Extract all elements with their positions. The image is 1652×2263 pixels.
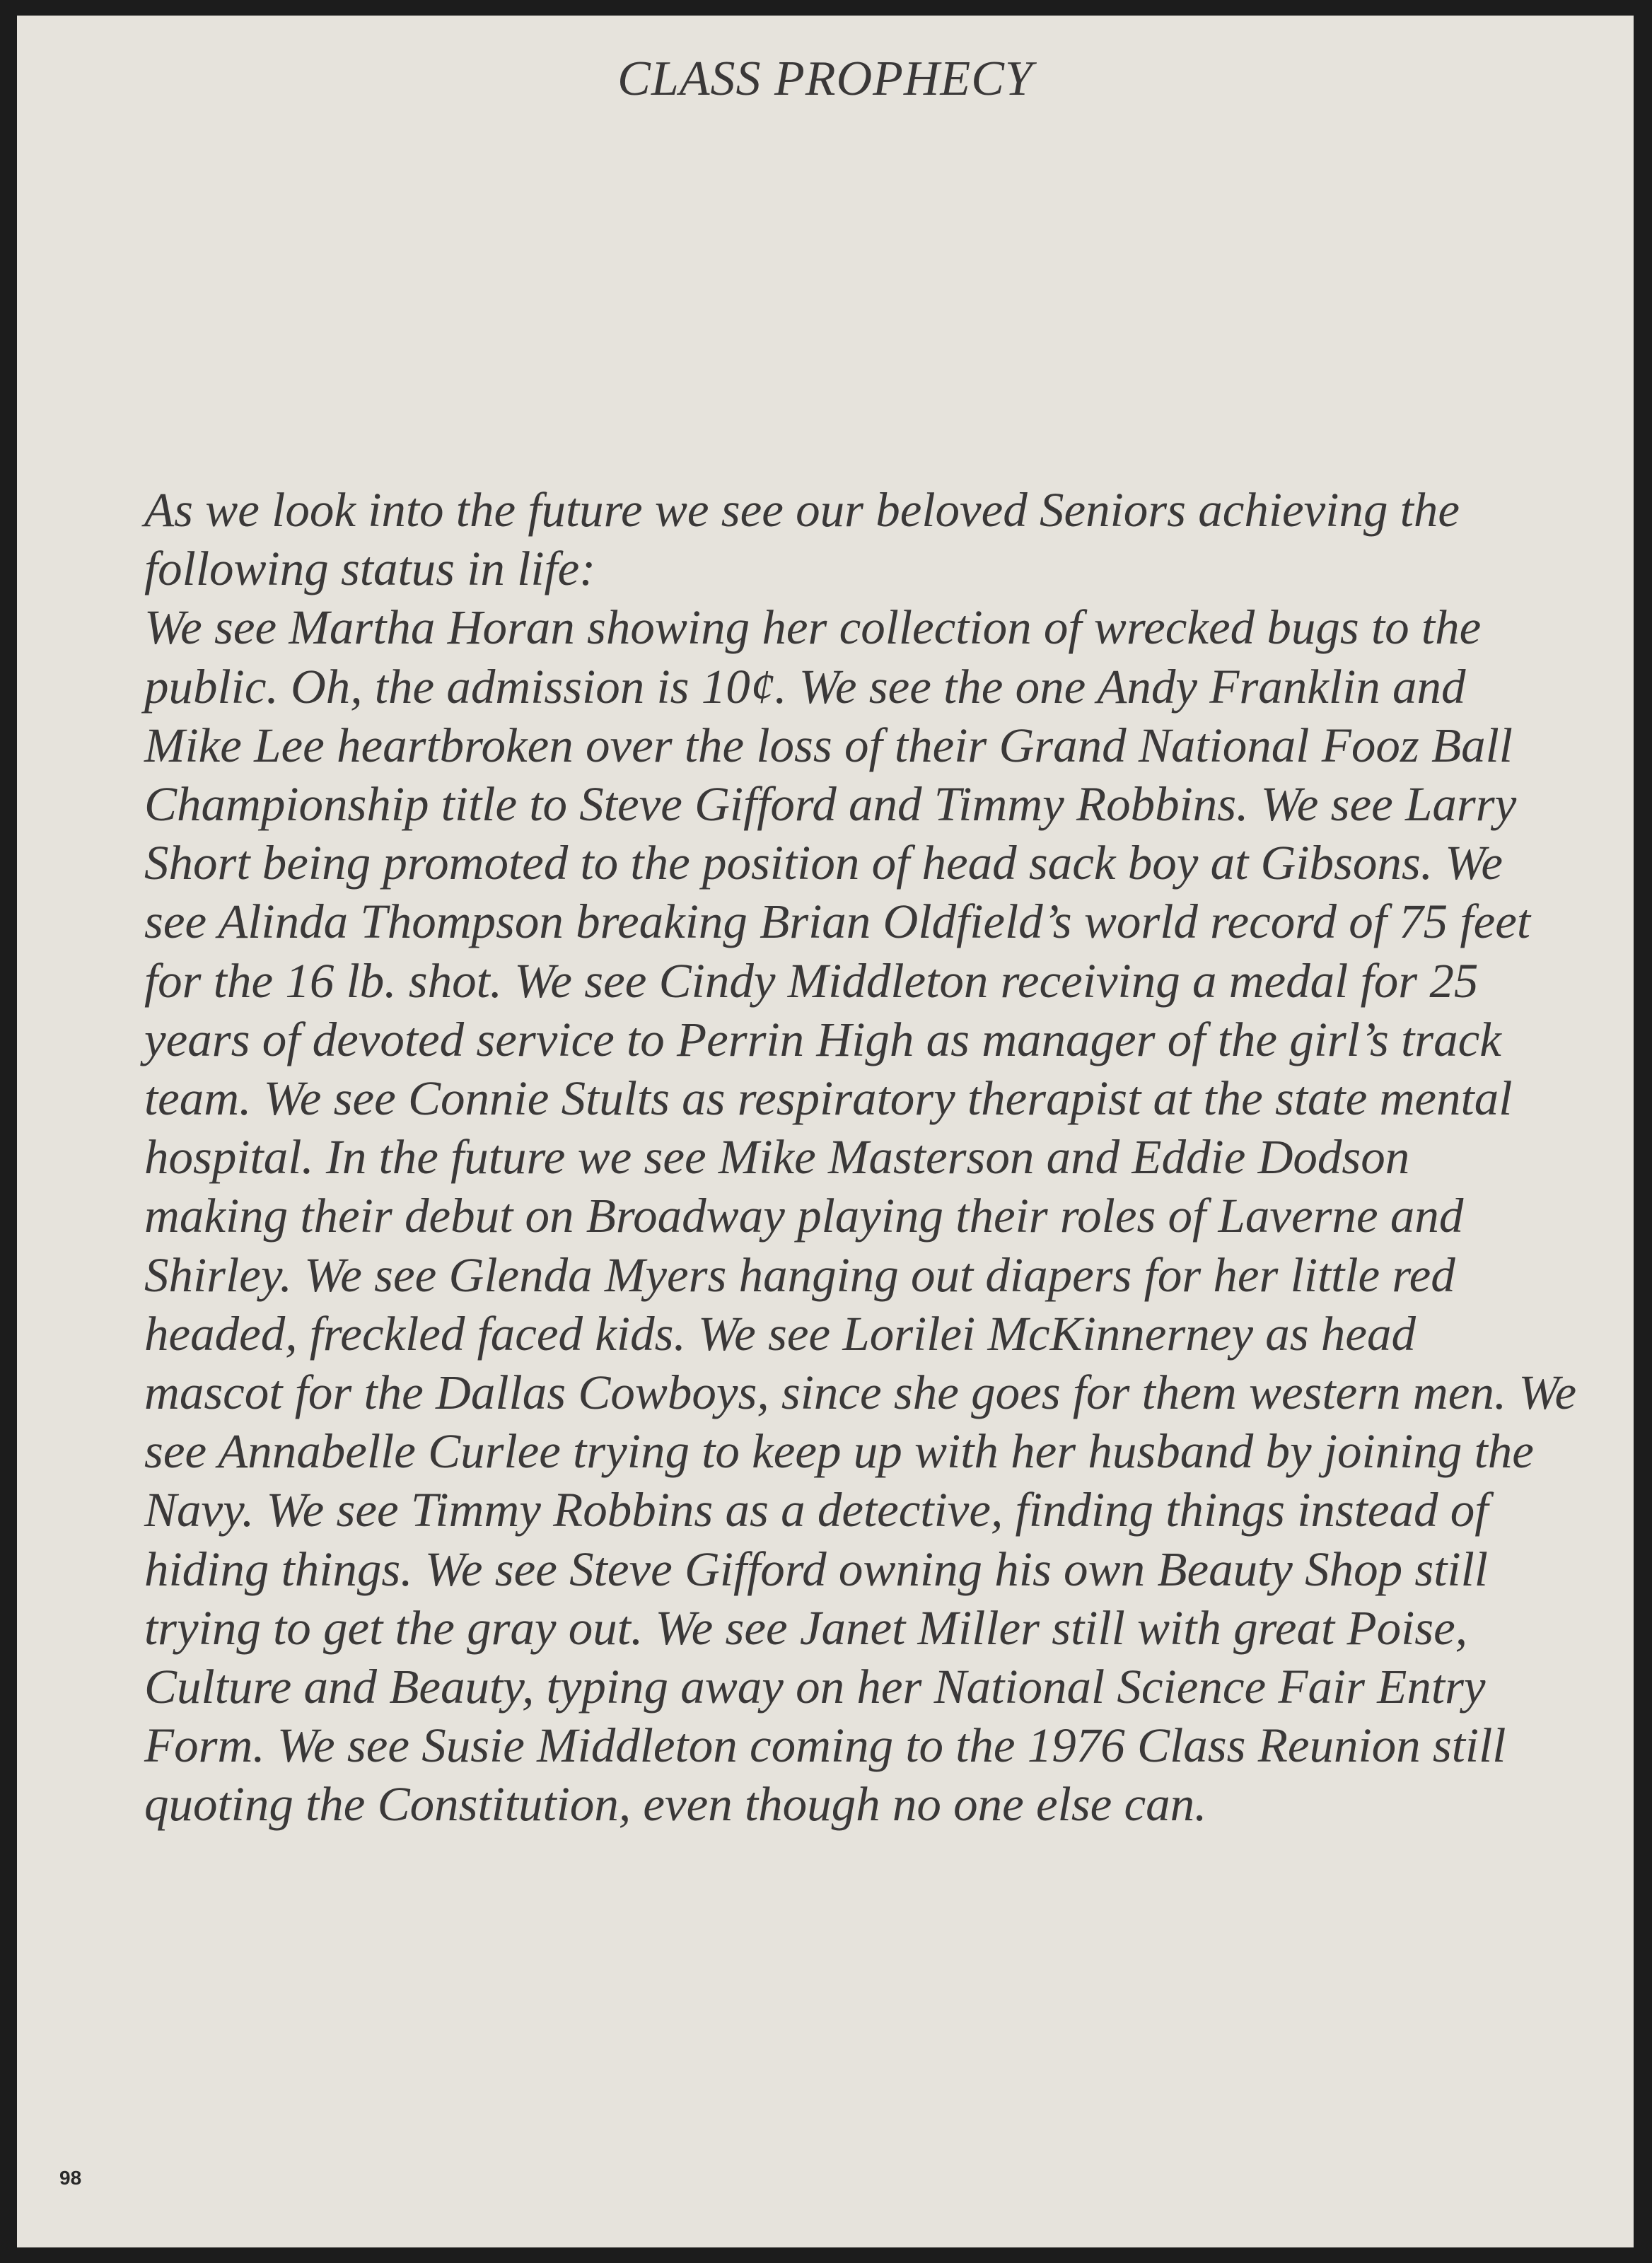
text-line: see Alinda Thompson breaking Brian Oldfield’s world record of 75 feet xyxy=(144,895,1530,949)
text-line: Mike Lee heartbroken over the loss of their Grand National Fooz Ball xyxy=(144,718,1513,772)
text-line: Shirley. We see Glenda Myers hanging out diapers for her little red xyxy=(144,1247,1455,1302)
text-line: team. We see Connie Stults as respiratory therapist at the state mental xyxy=(144,1071,1513,1126)
text-line: years of devoted service to Perrin High as manager of the girl’s track xyxy=(144,1012,1501,1066)
text-line: making their debut on Broadway playing their roles of Laverne and xyxy=(144,1189,1464,1243)
text-line: Championship title to Steve Gifford and Timmy Robbins. We see Larry xyxy=(144,777,1517,832)
text-line: public. Oh, the admission is 10¢. We see the one Andy Franklin and xyxy=(144,659,1466,714)
text-line: As we look into the future we see our beloved Seniors achieving the xyxy=(144,483,1460,537)
text-line: headed, freckled faced kids. We see Lorilei McKinnerney as head xyxy=(144,1306,1416,1361)
text-line: for the 16 lb. shot. We see Cindy Middleton receiving a medal for 25 xyxy=(144,953,1479,1008)
text-line: hospital. In the future we see Mike Masterson and Eddie Dodson xyxy=(144,1130,1410,1185)
document-page xyxy=(17,16,1634,2247)
text-line: Form. We see Susie Middleton coming to the 1976 Class Reunion still xyxy=(144,1718,1506,1773)
page-title: CLASS PROPHECY xyxy=(617,52,1033,106)
text-line: quoting the Constitution, even though no one else can. xyxy=(144,1777,1207,1832)
text-line: following status in life: xyxy=(144,542,596,596)
text-line: Short being promoted to the position of head sack boy at Gibsons. We xyxy=(144,836,1503,890)
text-line: Culture and Beauty, typing away on her National Science Fair Entry xyxy=(144,1660,1486,1714)
text-line: mascot for the Dallas Cowboys, since she goes for them western men. We xyxy=(144,1366,1577,1420)
page-number: 98 xyxy=(59,2167,82,2189)
prophecy-text xyxy=(144,481,1577,1834)
text-line: We see Martha Horan showing her collection of wrecked bugs to the xyxy=(144,600,1482,655)
text-line: Navy. We see Timmy Robbins as a detective, finding things instead of xyxy=(144,1483,1489,1537)
text-line: hiding things. We see Steve Gifford owning his own Beauty Shop still xyxy=(144,1542,1488,1596)
text-line: see Annabelle Curlee trying to keep up with her husband by joining the xyxy=(144,1424,1534,1479)
text-line: trying to get the gray out. We see Janet Miller still with great Poise, xyxy=(144,1600,1468,1655)
